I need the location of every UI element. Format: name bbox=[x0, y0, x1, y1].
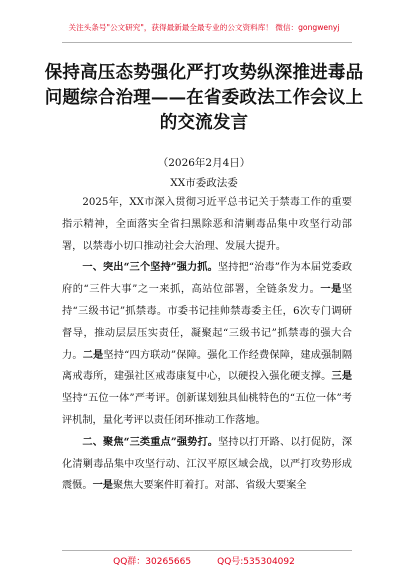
section-2-point-1-marker: 一是 bbox=[92, 479, 113, 492]
paragraph-section-2 bbox=[62, 432, 352, 497]
footer-qq-group: QQ群：30265665 bbox=[113, 557, 192, 567]
section-1-heading: 一、突出“三个坚持”强力抓。 bbox=[82, 261, 218, 274]
section-2-point-1-text: 聚焦大要案件盯着打。对部、省级大要案全 bbox=[112, 480, 307, 492]
paragraph-section-1 bbox=[62, 257, 352, 431]
footer-divider bbox=[62, 550, 352, 551]
document-author: XX市委政法委 bbox=[170, 177, 238, 189]
point-1-marker: 一是 bbox=[320, 283, 342, 296]
header-banner: 关注头条号"公文研究"，获得最新最全最专业的公文资料库！ 微信：gongwenyj bbox=[68, 23, 340, 32]
document-title: 保持高压态势强化严打攻势纵深推进毒品问题综合治理——在省委政法工作会议上的交流发言 bbox=[44, 63, 364, 133]
section-1-intro: 坚持把“治毒”作为本届党委政府的“三件大事”之一来抓，高站位部署，全链条发力。 bbox=[62, 262, 353, 296]
point-1-text: 坚持“三级书记”抓禁毒。市委书记挂帅禁毒委主任，6次专门调研督导，推动层层压实责任，凝聚起“三级书记”抓禁毒的强大合力。 bbox=[62, 284, 352, 361]
section-2-heading: 二、聚焦“三类重点”强势打。 bbox=[82, 435, 219, 448]
point-2-marker: 二是 bbox=[82, 348, 104, 361]
footer-qq-number: QQ号:535304092 bbox=[217, 557, 295, 567]
document-body bbox=[62, 192, 352, 497]
section-2-intro: 坚持以打开路、以打促防，深化清剿毒品集中攻坚行动、江汉平原区域会战，以严打攻势形成震慑。 bbox=[62, 436, 353, 492]
point-3-marker: 三是 bbox=[331, 370, 353, 383]
point-2-text: 坚持“四方联动”保障。强化工作经费保障，建成强制隔离戒毒所，建强社区戒毒康复中心，以硬投入强化硬支撑。 bbox=[62, 349, 353, 383]
point-3-text: 坚持“五位一体”严考评。创新谋划独具仙桃特色的“五位一体”考评机制，量化考评以责任闭环推动工作落地。 bbox=[62, 393, 352, 426]
footer-contact bbox=[0, 554, 408, 567]
document-date: （2026年2月4日） bbox=[157, 157, 251, 169]
paragraph-intro: 2025年，XX市深入贯彻习近平总书记关于禁毒工作的重要指示精神，全面落实全省扫黑除恶和清剿毒品集中攻坚行动部署，以禁毒小切口推动社会大治理、发展大提升。 bbox=[62, 197, 352, 252]
header-divider bbox=[62, 42, 352, 43]
